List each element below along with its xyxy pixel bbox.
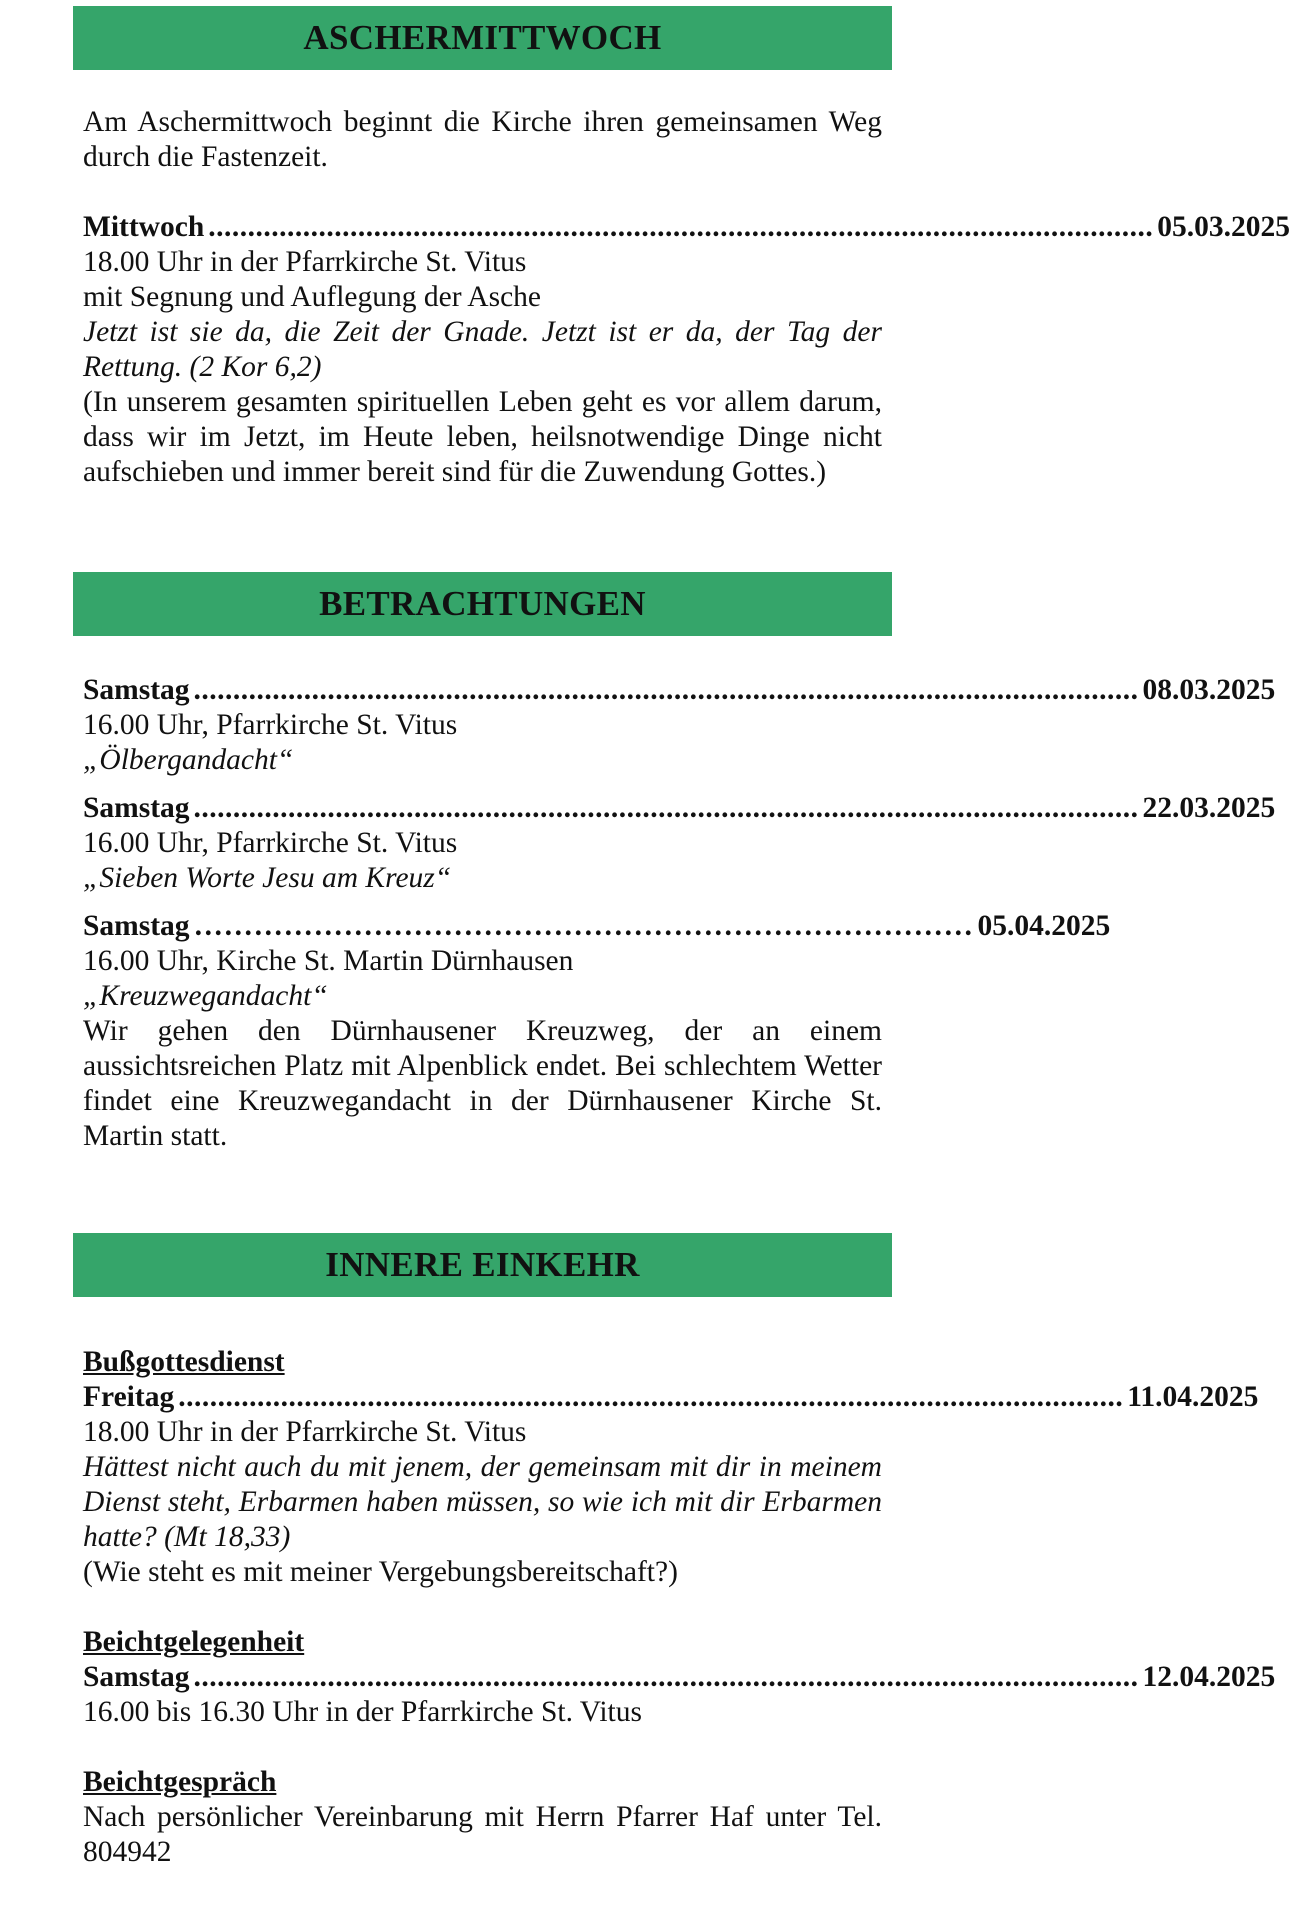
event-description: mit Segnung und Auflegung der Asche: [83, 281, 542, 313]
event-title: „Sieben Worte Jesu am Kreuz“: [83, 862, 452, 894]
event-row: [83, 909, 1111, 944]
event-date: 08.03.2025: [1142, 674, 1276, 706]
event-row: [83, 1660, 1276, 1695]
event-day: Freitag: [83, 1381, 175, 1413]
section-banner-aschermittwoch: ASCHERMITTWOCH: [73, 6, 892, 70]
event-item: [83, 791, 1276, 896]
event-time-place: 18.00 Uhr in der Pfarrkirche St. Vitus: [83, 1416, 527, 1448]
block-heading: Bußgottesdienst: [83, 1346, 285, 1378]
event-date: 12.04.2025: [1142, 1661, 1276, 1693]
leader-dots: ........................................................................................................................: [193, 792, 1139, 824]
event-item: [83, 909, 1111, 1154]
event-note: (In unserem gesamten spirituellen Leben geht es vor allem darum, dass wir im Jetzt, im Heute leben, heilsnotwendige Dinge nicht aufschieben und immer bereit sind für die Zuwendung Gottes.): [83, 386, 882, 488]
event-note: (Wie steht es mit meiner Vergebungsbereitschaft?): [83, 1556, 678, 1588]
event-title: „Kreuzwegandacht“: [83, 980, 328, 1012]
section-banner-innere-einkehr: INNERE EINKEHR: [73, 1233, 892, 1297]
aschermittwoch-content: [83, 105, 1290, 490]
block-heading: Beichtgelegenheit: [83, 1626, 305, 1658]
block-text: Nach persönlicher Vereinbarung mit Herrn Pfarrer Haf unter Tel. 804942: [83, 1801, 882, 1868]
leader-dots: ……………………………………………………………………: [193, 910, 974, 942]
bible-quote: Jetzt ist sie da, die Zeit der Gnade. Jetzt ist er da, der Tag der Rettung. (2 Kor 6,2): [83, 316, 882, 383]
event-row: [83, 673, 1276, 708]
event-date: 11.04.2025: [1127, 1381, 1259, 1413]
leader-dots: ........................................................................................................................: [178, 1381, 1124, 1413]
beichtgelegenheit-block: [83, 1625, 1276, 1730]
event-time-place: 16.00 bis 16.30 Uhr in der Pfarrkirche St. Vitus: [83, 1696, 642, 1728]
leader-dots: ........................................................................................................................: [208, 211, 1154, 243]
event-day: Samstag: [83, 1661, 190, 1693]
event-time-place: 16.00 Uhr, Pfarrkirche St. Vitus: [83, 827, 458, 859]
event-item: [83, 673, 1276, 778]
event-note: Wir gehen den Dürnhausener Kreuzweg, der an einem aussichtsreichen Platz mit Alpenblick endet. Bei schlechtem Wetter findet eine Kreuzwegandacht in der Dürnhausener Kirche St. Martin statt.: [83, 1015, 882, 1152]
event-day: Samstag: [83, 792, 190, 824]
event-day: Mittwoch: [83, 211, 205, 243]
beichtgespraech-block: [83, 1765, 882, 1870]
bussgottesdienst-block: [83, 1345, 1259, 1590]
innere-einkehr-content: [83, 1345, 1276, 1870]
event-row-mittwoch: [83, 210, 1290, 245]
event-date: 05.04.2025: [977, 910, 1111, 942]
block-heading: Beichtgespräch: [83, 1766, 277, 1798]
event-date: 05.03.2025: [1157, 211, 1290, 243]
bible-quote: Hättest nicht auch du mit jenem, der gemeinsam mit dir in meinem Dienst steht, Erbarmen haben müssen, so wie ich mit dir Erbarmen hatte? (Mt 18,33): [83, 1451, 882, 1553]
event-time-place: 16.00 Uhr, Kirche St. Martin Dürnhausen: [83, 945, 574, 977]
leader-dots: ........................................................................................................................: [193, 1661, 1139, 1693]
event-day: Samstag: [83, 910, 190, 942]
leader-dots: ........................................................................................................................: [193, 674, 1139, 706]
event-date: 22.03.2025: [1142, 792, 1276, 824]
event-day: Samstag: [83, 674, 190, 706]
event-row: [83, 1380, 1259, 1415]
event-time-place: 16.00 Uhr, Pfarrkirche St. Vitus: [83, 709, 458, 741]
event-row: [83, 791, 1276, 826]
event-title: „Ölbergandacht“: [83, 744, 294, 776]
aschermittwoch-intro: Am Aschermittwoch beginnt die Kirche ihren gemeinsamen Weg durch die Fastenzeit.: [83, 106, 882, 173]
section-banner-betrachtungen: BETRACHTUNGEN: [73, 572, 892, 636]
event-time-place: 18.00 Uhr in der Pfarrkirche St. Vitus: [83, 246, 527, 278]
betrachtungen-content: [83, 673, 1276, 1154]
